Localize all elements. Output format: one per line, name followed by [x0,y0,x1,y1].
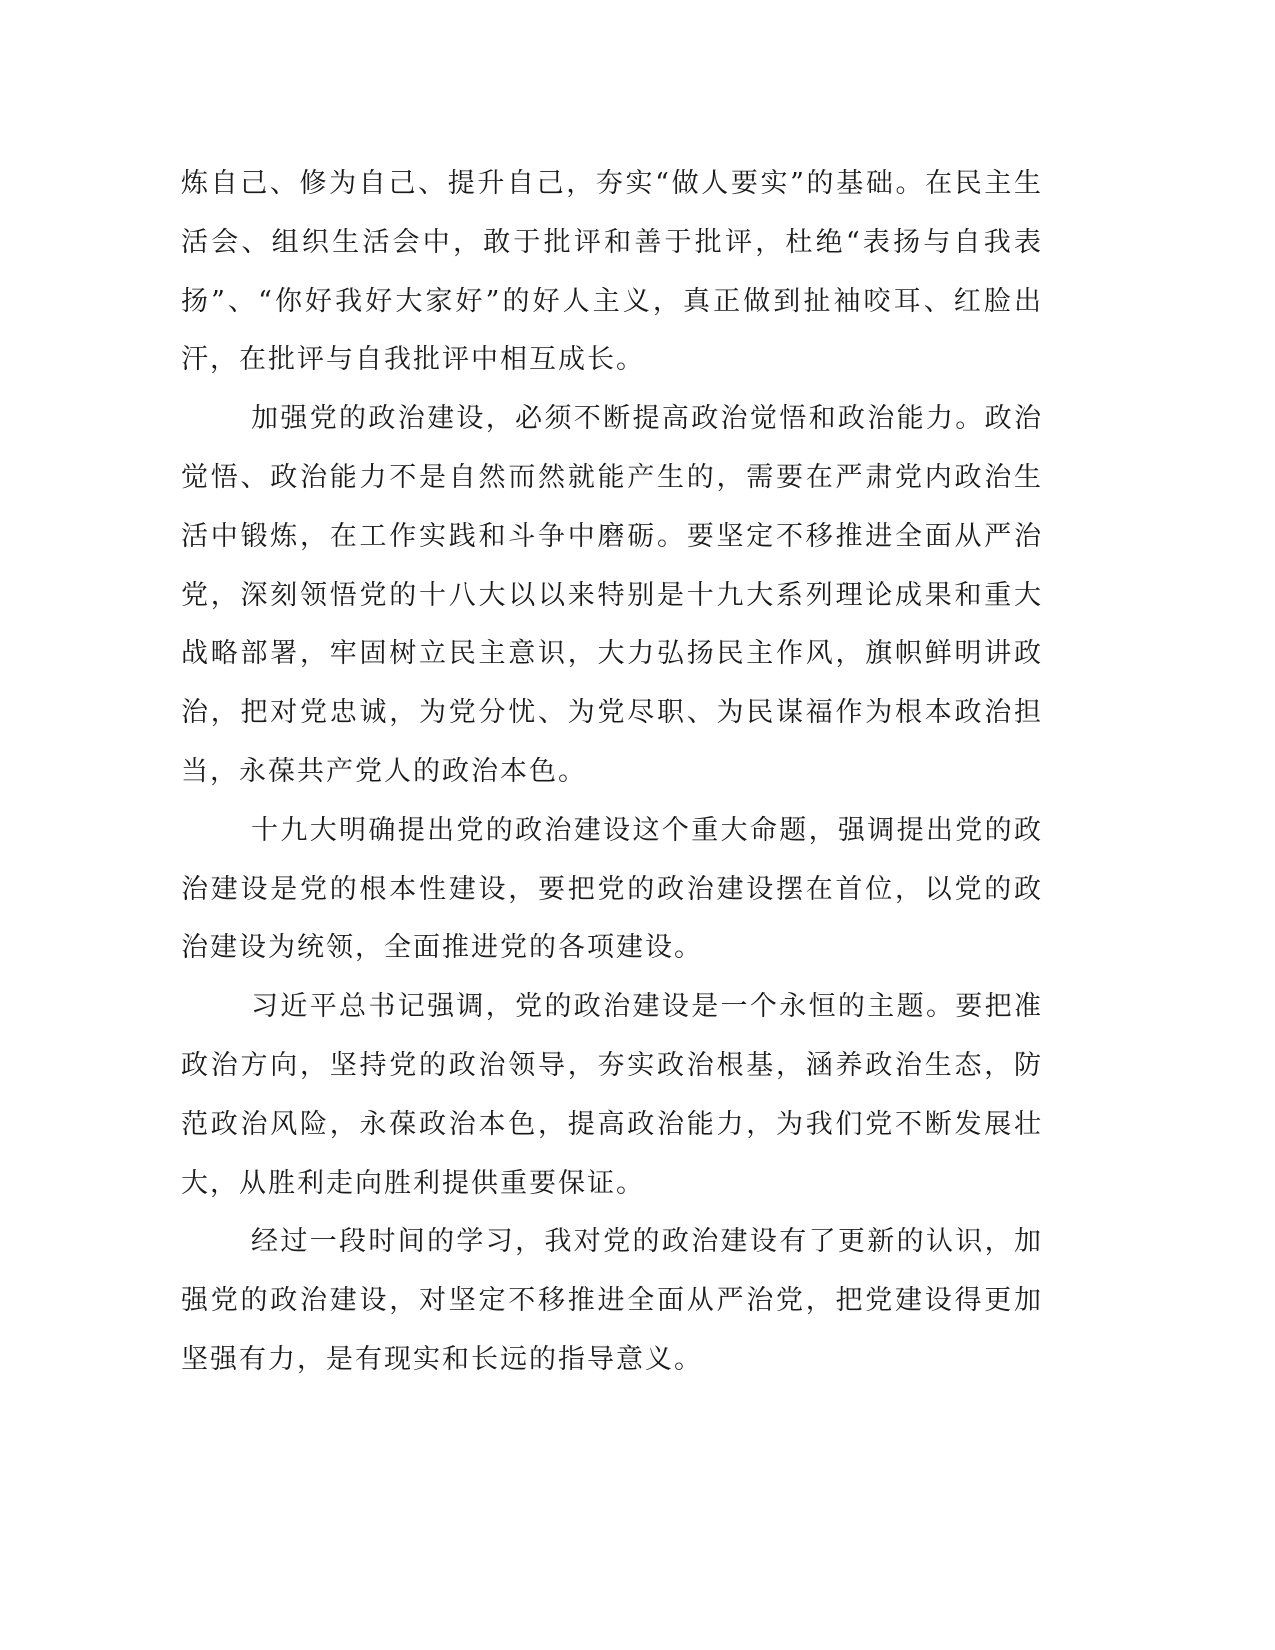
paragraph-continuation: 炼自己、修为自己、提升自己，夯实“做人要实”的基础。在民主生活会、组织生活会中，敢于批评和善于批评，杜绝“表扬与自我表扬”、“你好我好大家好”的好人主义，真正做到扯袖咬耳、红脸出汗，在批评与自我批评中相互成长。 [181,168,1043,376]
paragraph-conclusion: 经过一段时间的学习，我对党的政治建设有了更新的认识，加强党的政治建设，对坚定不移推进全面从严治党，把党建设得更加坚强有力，是有现实和长远的指导意义。 [181,1226,1043,1375]
paragraph-nineteenth-congress: 十九大明确提出党的政治建设这个重大命题，强调提出党的政治建设是党的根本性建设，要把党的政治建设摆在首位，以党的政治建设为统领，全面推进党的各项建设。 [181,814,1043,964]
paragraph-general-secretary: 习近平总书记强调，党的政治建设是一个永恒的主题。要把准政治方向，坚持党的政治领导，夯实政治根基，涵养政治生态，防范政治风险，永葆政治本色，提高政治能力，为我们党不断发展壮大，从胜利走向胜利提供重要保证。 [181,991,1043,1199]
paragraph-political-awareness: 加强党的政治建设，必须不断提高政治觉悟和政治能力。政治觉悟、政治能力不是自然而然就能产生的，需要在严肃党内政治生活中锻炼，在工作实践和斗争中磨砺。要坚定不移推进全面从严治党，深刻领悟党的十八大以以来特别是十九大系列理论成果和重大战略部署，牢固树立民主意识，大力弘扬民主作风，旗帜鲜明讲政治，把对党忠诚，为党分忧、为党尽职、为民谋福作为根本政治担当，永葆共产党人的政治本色。 [181,403,1043,787]
document-body [181,155,1043,1390]
